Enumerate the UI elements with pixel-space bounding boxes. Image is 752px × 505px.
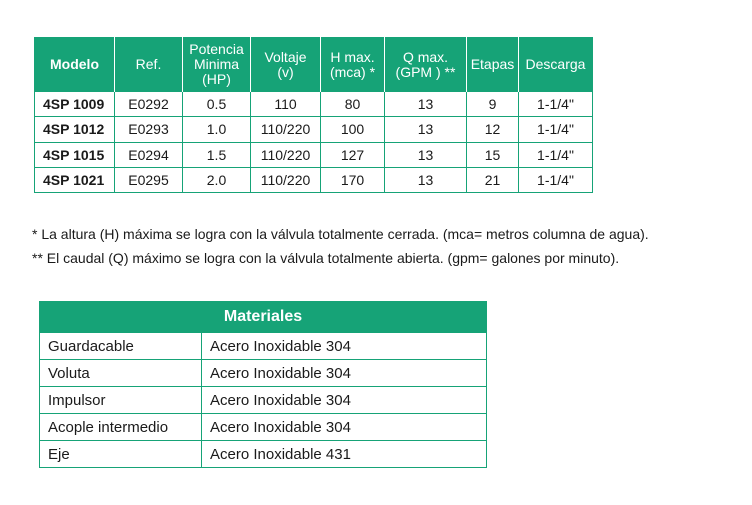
cell-qmax: 13 [385,92,467,117]
cell-voltaje: 110/220 [251,117,321,142]
material-value: Acero Inoxidable 304 [202,414,487,441]
cell-ref: E0295 [115,167,183,192]
header-hmax: H max. (mca) * [321,38,385,92]
cell-hmax: 170 [321,167,385,192]
header-ref: Ref. [115,38,183,92]
cell-etapas: 12 [467,117,519,142]
cell-voltaje: 110/220 [251,167,321,192]
material-value: Acero Inoxidable 431 [202,441,487,468]
cell-ref: E0294 [115,142,183,167]
footnote-caudal: ** El caudal (Q) máximo se logra con la válvula totalmente abierta. (gpm= galones por minuto). [32,250,620,266]
cell-hmax: 127 [321,142,385,167]
specs-table [34,37,593,193]
material-value: Acero Inoxidable 304 [202,387,487,414]
materials-title: Materiales [40,302,487,333]
table-row [35,117,593,142]
cell-etapas: 15 [467,142,519,167]
cell-qmax: 13 [385,117,467,142]
materials-table [39,301,487,468]
material-value: Acero Inoxidable 304 [202,360,487,387]
table-row [40,387,487,414]
header-descarga: Descarga [519,38,593,92]
footnote-altura: * La altura (H) máxima se logra con la válvula totalmente cerrada. (mca= metros columna de agua). [32,226,649,242]
cell-ref: E0293 [115,117,183,142]
cell-hmax: 80 [321,92,385,117]
table-row [35,142,593,167]
header-qmax: Q max. (GPM ) ** [385,38,467,92]
table-row [40,414,487,441]
cell-qmax: 13 [385,142,467,167]
cell-hmax: 100 [321,117,385,142]
cell-etapas: 21 [467,167,519,192]
cell-potencia: 1.0 [183,117,251,142]
material-part: Voluta [40,360,202,387]
footnotes [32,222,649,270]
table-row [35,167,593,192]
material-part: Guardacable [40,333,202,360]
cell-modelo: 4SP 1009 [35,92,115,117]
material-part: Eje [40,441,202,468]
header-potencia: Potencia Minima (HP) [183,38,251,92]
cell-descarga: 1-1/4" [519,142,593,167]
material-part: Impulsor [40,387,202,414]
material-part: Acople intermedio [40,414,202,441]
cell-voltaje: 110/220 [251,142,321,167]
header-etapas: Etapas [467,38,519,92]
cell-descarga: 1-1/4" [519,167,593,192]
cell-modelo: 4SP 1021 [35,167,115,192]
cell-etapas: 9 [467,92,519,117]
cell-potencia: 0.5 [183,92,251,117]
header-modelo: Modelo [35,38,115,92]
table-row [40,360,487,387]
cell-voltaje: 110 [251,92,321,117]
cell-potencia: 1.5 [183,142,251,167]
table-row [40,441,487,468]
cell-modelo: 4SP 1015 [35,142,115,167]
header-voltaje: Voltaje (v) [251,38,321,92]
cell-potencia: 2.0 [183,167,251,192]
table-row [40,333,487,360]
cell-descarga: 1-1/4" [519,92,593,117]
cell-ref: E0292 [115,92,183,117]
cell-qmax: 13 [385,167,467,192]
material-value: Acero Inoxidable 304 [202,333,487,360]
specs-header-row [35,38,593,92]
cell-descarga: 1-1/4" [519,117,593,142]
table-row [35,92,593,117]
cell-modelo: 4SP 1012 [35,117,115,142]
